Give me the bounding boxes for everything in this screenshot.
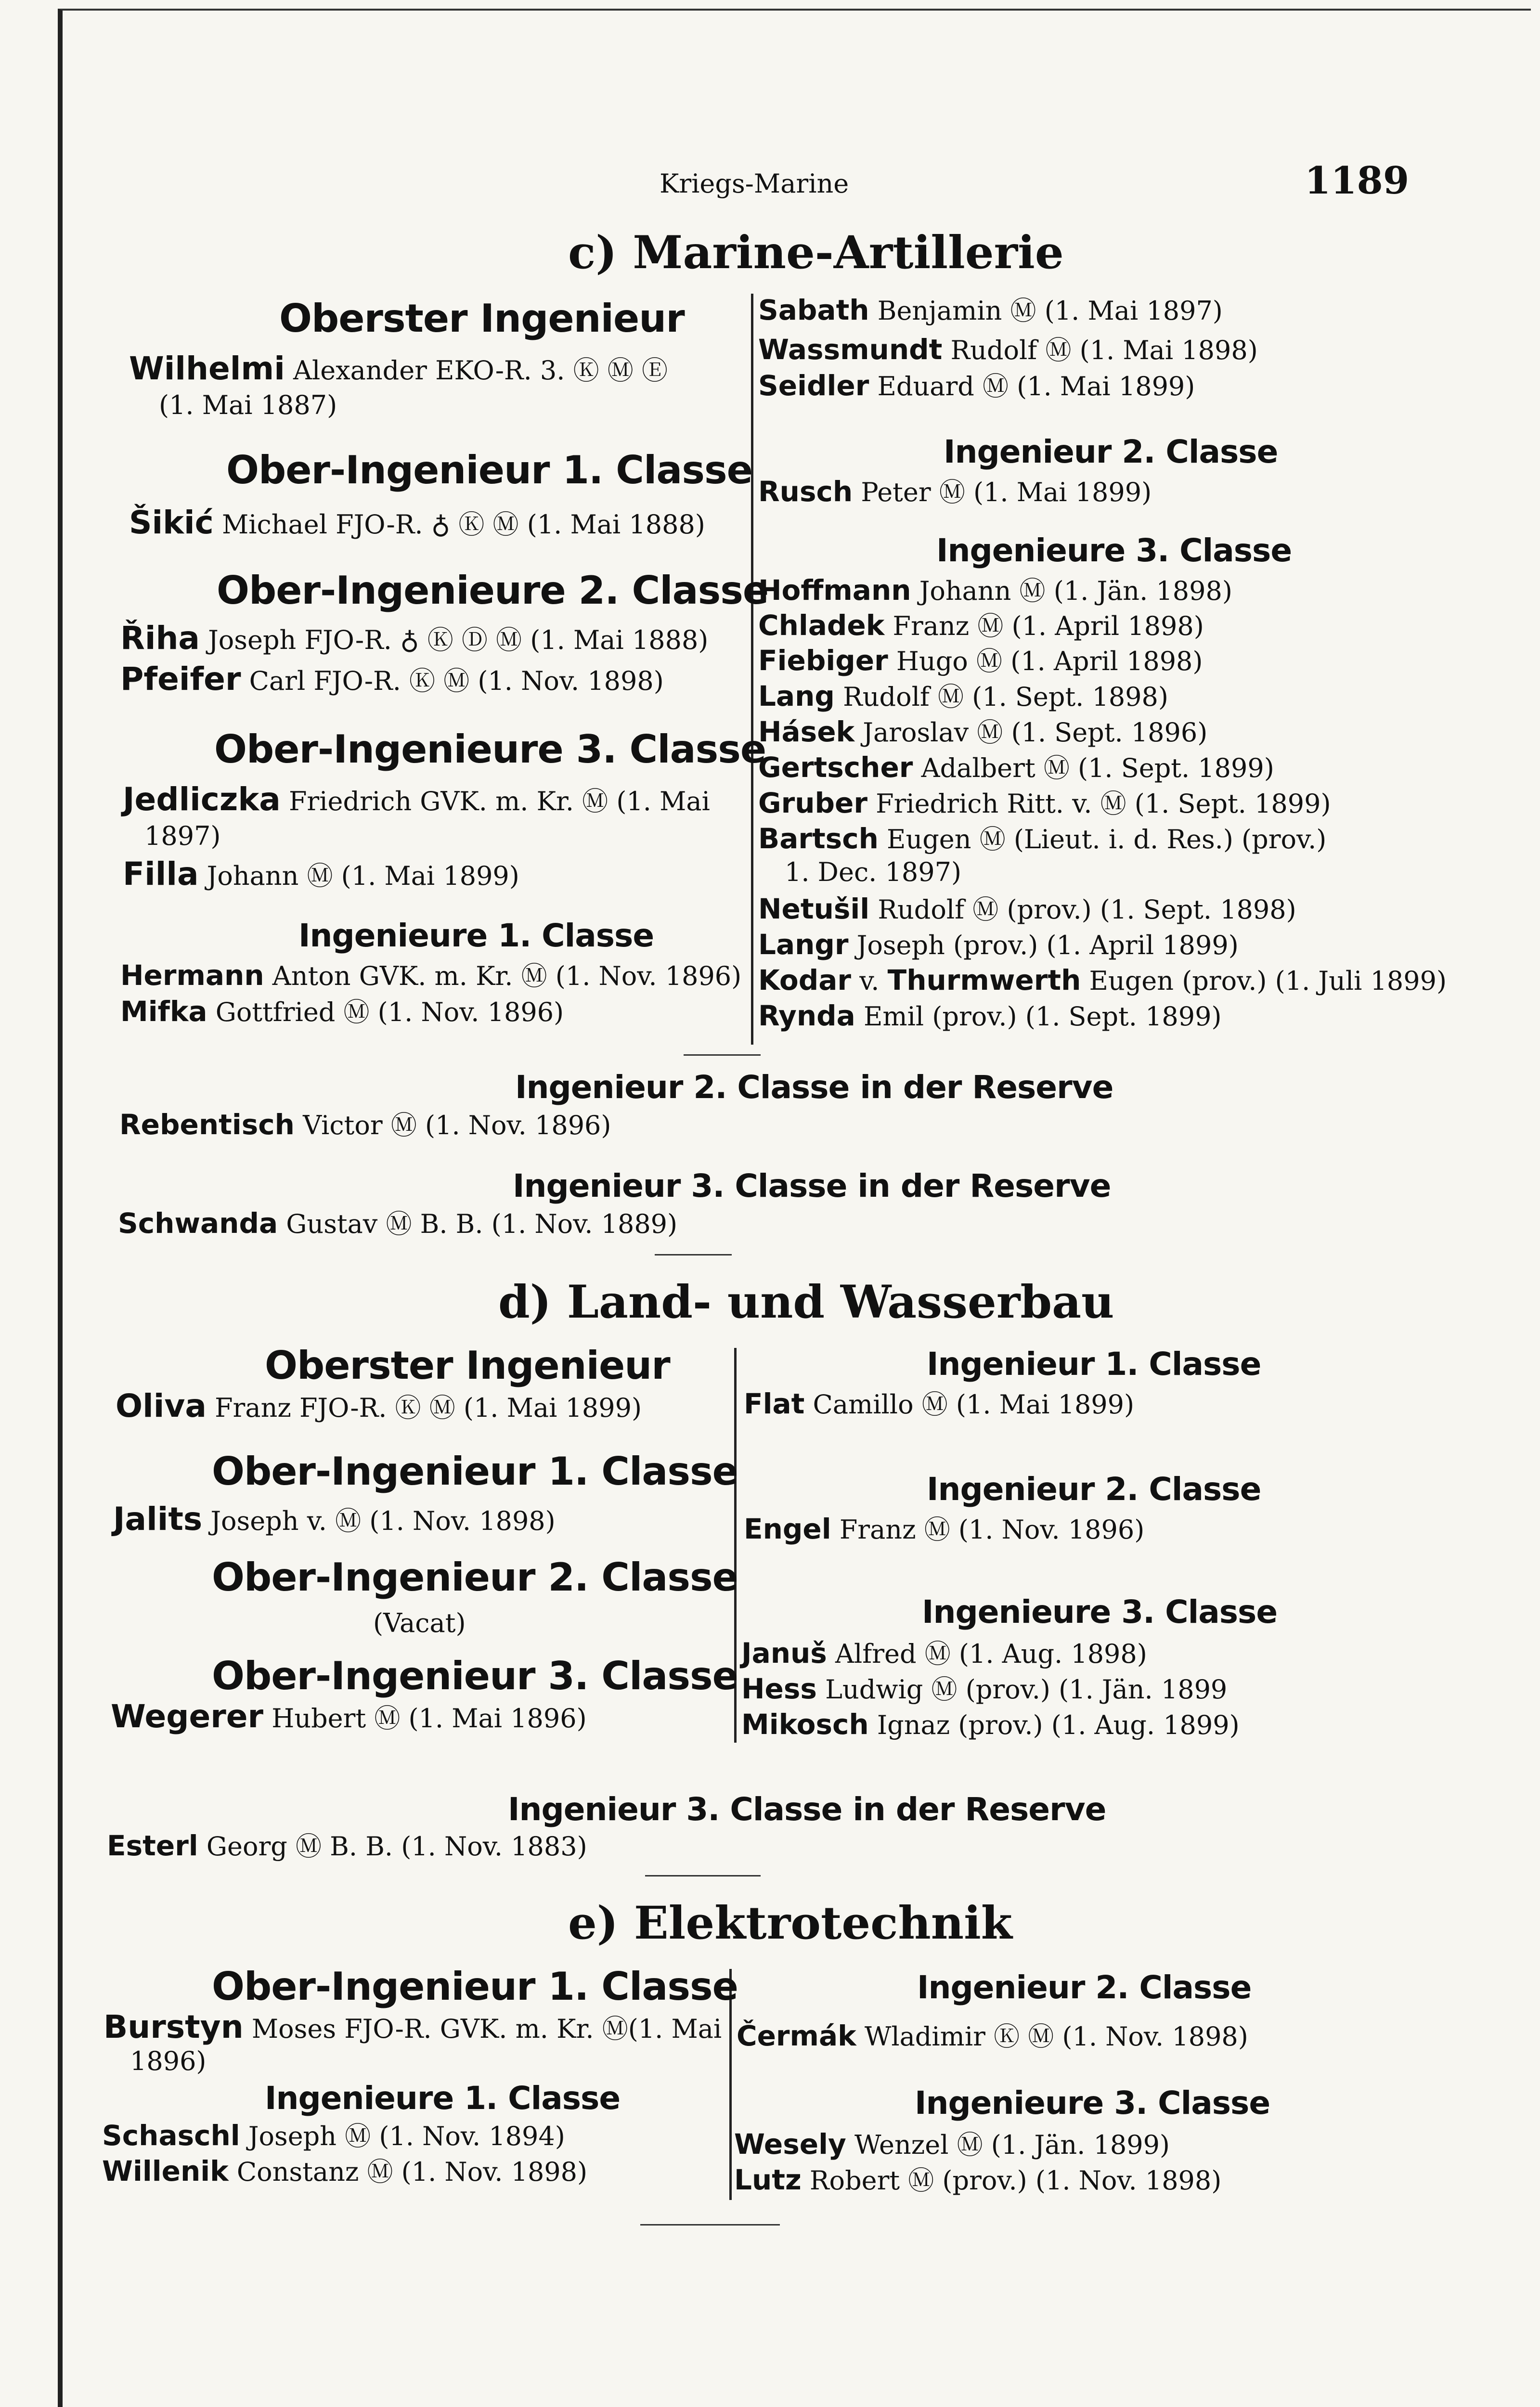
- list-item: Hoffmann Johann Ⓜ (1. Jän. 1898): [758, 574, 1232, 607]
- heading-oberster-ingenieur: Oberster Ingenieur: [279, 296, 685, 341]
- list-item: Schwanda Gustav Ⓜ B. B. (1. Nov. 1889): [118, 1207, 678, 1240]
- heading-ingenieure-3: Ingenieure 3. Classe: [915, 2084, 1270, 2122]
- list-item: Mifka Gottfried Ⓜ (1. Nov. 1896): [120, 995, 564, 1028]
- list-item: Wassmundt Rudolf Ⓜ (1. Mai 1898): [758, 333, 1258, 366]
- list-item: Rebentisch Victor Ⓜ (1. Nov. 1896): [119, 1108, 611, 1141]
- heading-oberster-ingenieur: Oberster Ingenieur: [265, 1343, 670, 1388]
- list-item: Esterl Georg Ⓜ B. B. (1. Nov. 1883): [107, 1829, 587, 1862]
- heading-ober-ingenieur-1: Ober-Ingenieur 1. Classe: [226, 448, 752, 492]
- list-item-continuation: 1897): [144, 821, 221, 851]
- heading-ingenieure-3: Ingenieure 3. Classe: [922, 1593, 1278, 1631]
- divider: [684, 1054, 761, 1056]
- list-item-continuation: 1896): [130, 2046, 207, 2076]
- divider: [655, 1254, 732, 1255]
- list-item: Řiha Joseph FJO-R. ♁ Ⓚ Ⓓ Ⓜ (1. Mai 1888): [120, 620, 709, 657]
- heading-ingenieur-2: Ingenieur 2. Classe: [927, 1471, 1261, 1508]
- list-item: Šikić Michael FJO-R. ♁ Ⓚ Ⓜ (1. Mai 1888): [129, 504, 705, 541]
- running-head: Kriegs-Marine: [660, 168, 849, 199]
- list-item: Mikosch Ignaz (prov.) (1. Aug. 1899): [741, 1708, 1240, 1741]
- heading-ingenieur-1: Ingenieur 1. Classe: [927, 1346, 1261, 1383]
- list-item: Filla Johann Ⓜ (1. Mai 1899): [123, 855, 519, 893]
- list-item-continuation: (1. Mai 1887): [159, 390, 337, 420]
- list-item: Chladek Franz Ⓜ (1. April 1898): [758, 609, 1204, 642]
- list-item: Wilhelmi Alexander EKO-R. 3. Ⓚ Ⓜ Ⓔ: [129, 350, 668, 387]
- column-divider: [751, 294, 753, 1045]
- list-item: Gertscher Adalbert Ⓜ (1. Sept. 1899): [758, 751, 1274, 784]
- list-item: Oliva Franz FJO-R. Ⓚ Ⓜ (1. Mai 1899): [116, 1387, 642, 1424]
- list-item: Burstyn Moses FJO-R. GVK. m. Kr. Ⓜ(1. Mai: [104, 2008, 722, 2045]
- section-title-marine-artillerie: c) Marine-Artillerie: [568, 226, 1064, 279]
- section-title-land-und-wasserbau: d) Land- und Wasserbau: [498, 1276, 1114, 1329]
- heading-reserve-ingenieur-3: Ingenieur 3. Classe in der Reserve: [513, 1167, 1111, 1204]
- list-item: Wesely Wenzel Ⓜ (1. Jän. 1899): [734, 2128, 1170, 2161]
- list-item: Langr Joseph (prov.) (1. April 1899): [758, 928, 1239, 961]
- heading-ingenieure-1: Ingenieure 1. Classe: [298, 917, 654, 954]
- list-item: Jedliczka Friedrich GVK. m. Kr. Ⓜ (1. Mai: [123, 781, 710, 818]
- list-item: Pfeifer Carl FJO-R. Ⓚ Ⓜ (1. Nov. 1898): [120, 660, 664, 698]
- heading-reserve-ingenieur-3: Ingenieur 3. Classe in der Reserve: [508, 1791, 1106, 1828]
- heading-ober-ingenieur-1: Ober-Ingenieur 1. Classe: [212, 1449, 738, 1494]
- list-item: Wegerer Hubert Ⓜ (1. Mai 1896): [111, 1698, 587, 1735]
- divider: [640, 2224, 780, 2226]
- list-item: Flat Camillo Ⓜ (1. Mai 1899): [744, 1387, 1135, 1420]
- list-item: Hermann Anton GVK. m. Kr. Ⓜ (1. Nov. 1896): [120, 959, 742, 992]
- list-item: Januš Alfred Ⓜ (1. Aug. 1898): [741, 1637, 1147, 1669]
- list-item: Rusch Peter Ⓜ (1. Mai 1899): [758, 475, 1152, 508]
- list-item: Čermák Wladimir Ⓚ Ⓜ (1. Nov. 1898): [737, 2019, 1248, 2052]
- heading-ober-ingenieur-2: Ober-Ingenieur 2. Classe: [212, 1555, 738, 1600]
- page-number: 1189: [1305, 159, 1410, 203]
- vacat-note: (Vacat): [373, 1608, 466, 1638]
- section-title-elektrotechnik: e) Elektrotechnik: [568, 1897, 1012, 1950]
- list-item: Willenik Constanz Ⓜ (1. Nov. 1898): [102, 2155, 588, 2187]
- heading-ober-ingenieure-3: Ober-Ingenieure 3. Classe: [214, 727, 766, 772]
- list-item: Rynda Emil (prov.) (1. Sept. 1899): [758, 999, 1222, 1032]
- list-item: Lutz Robert Ⓜ (prov.) (1. Nov. 1898): [734, 2163, 1222, 2196]
- heading-ober-ingenieur-1: Ober-Ingenieur 1. Classe: [212, 1964, 738, 2009]
- list-item: Gruber Friedrich Ritt. v. Ⓜ (1. Sept. 1899): [758, 787, 1331, 819]
- list-item: Fiebiger Hugo Ⓜ (1. April 1898): [758, 644, 1203, 677]
- list-item: Sabath Benjamin Ⓜ (1. Mai 1897): [758, 294, 1223, 326]
- list-item: Kodar v. Thurmwerth Eugen (prov.) (1. Juli 1899): [758, 964, 1447, 996]
- heading-reserve-ingenieur-2: Ingenieur 2. Classe in der Reserve: [515, 1069, 1113, 1106]
- list-item: Netušil Rudolf Ⓜ (prov.) (1. Sept. 1898): [758, 893, 1296, 925]
- list-item-continuation: 1. Dec. 1897): [785, 857, 962, 887]
- heading-ingenieure-3: Ingenieure 3. Classe: [936, 532, 1292, 569]
- list-item: Seidler Eduard Ⓜ (1. Mai 1899): [758, 369, 1195, 402]
- list-item: Hess Ludwig Ⓜ (prov.) (1. Jän. 1899: [741, 1672, 1228, 1705]
- list-item: Schaschl Joseph Ⓜ (1. Nov. 1894): [102, 2119, 565, 2152]
- heading-ingenieur-2: Ingenieur 2. Classe: [917, 1969, 1252, 2006]
- heading-ober-ingenieure-2: Ober-Ingenieure 2. Classe: [217, 568, 769, 613]
- list-item: Hásek Jaroslav Ⓜ (1. Sept. 1896): [758, 715, 1208, 748]
- heading-ingenieur-2: Ingenieur 2. Classe: [944, 433, 1278, 470]
- list-item: Engel Franz Ⓜ (1. Nov. 1896): [744, 1513, 1145, 1545]
- heading-ober-ingenieur-3: Ober-Ingenieur 3. Classe: [212, 1654, 738, 1698]
- heading-ingenieure-1: Ingenieure 1. Classe: [265, 2080, 621, 2117]
- list-item: Lang Rudolf Ⓜ (1. Sept. 1898): [758, 680, 1168, 712]
- divider: [645, 1875, 761, 1876]
- list-item: Jalits Joseph v. Ⓜ (1. Nov. 1898): [113, 1501, 556, 1538]
- list-item: Bartsch Eugen Ⓜ (Lieut. i. d. Res.) (prov.): [758, 822, 1327, 855]
